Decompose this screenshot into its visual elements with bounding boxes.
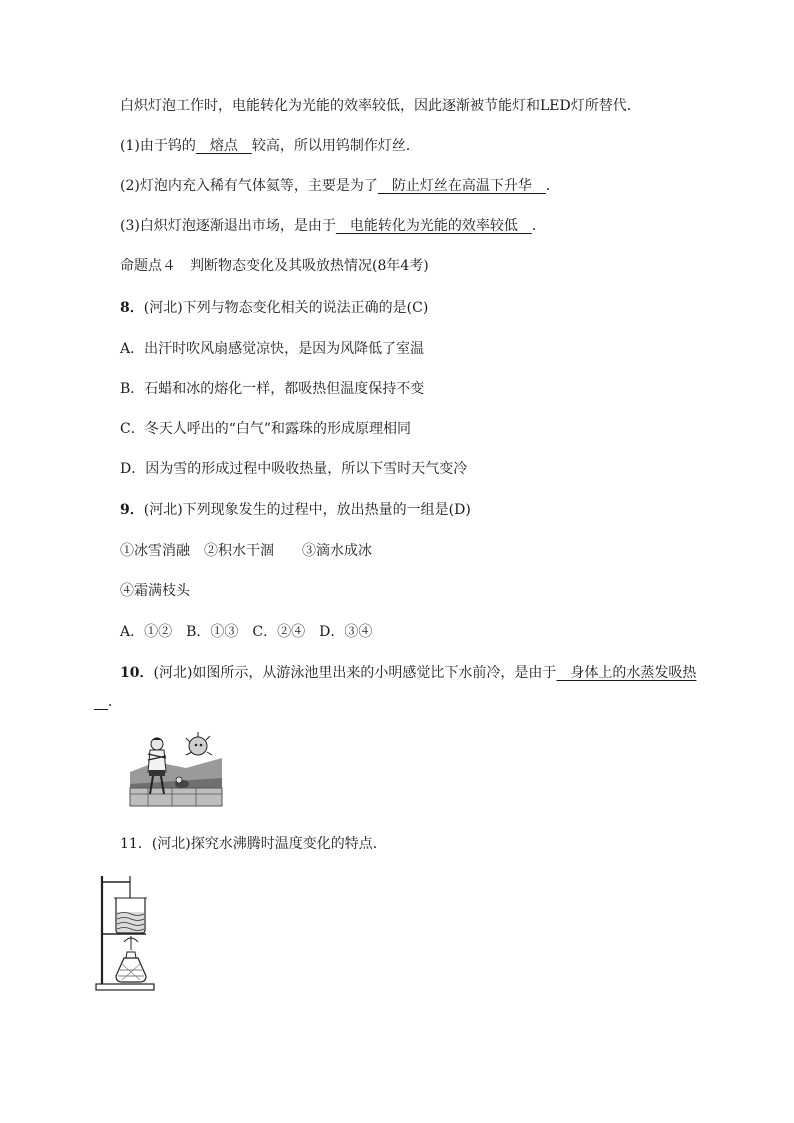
question-9-stem bbox=[120, 500, 471, 520]
q8-option-d: D．因为雪的形成过程中吸收热量，所以下雪时天气变冷 bbox=[120, 461, 468, 477]
q9-text: (河北)下列现象发生的过程中，放出热量的一组是(D) bbox=[143, 502, 471, 518]
intro-text: 白炽灯泡工作时，电能转化为光能的效率较低，因此逐渐被节能灯和LED灯所替代． bbox=[120, 98, 641, 114]
question-2 bbox=[120, 176, 560, 196]
question-11: 11．(河北)探究水沸腾时温度变化的特点． bbox=[120, 836, 387, 852]
question-1 bbox=[120, 136, 420, 156]
q2-answer: 防止灯丝在高温下升华 bbox=[377, 178, 546, 194]
q2-suffix: ． bbox=[545, 178, 560, 194]
q8-option-c: C．冬天人呼出的“白气”和露珠的形成原理相同 bbox=[120, 421, 412, 437]
q9-items-2: ④霜满枝头 bbox=[120, 583, 190, 599]
q9-items-1: ①冰雪消融 ②积水干涸 ③滴水成冰 bbox=[120, 543, 372, 559]
q10-number: 10． bbox=[120, 665, 154, 681]
q9-number: 9． bbox=[120, 502, 144, 518]
q10-blank-tail bbox=[94, 694, 108, 710]
section-heading: 命题点４ 判断物态变化及其吸放热情况(8年4考) bbox=[120, 258, 429, 274]
q8-text: (河北)下列与物态变化相关的说法正确的是(C) bbox=[143, 300, 429, 316]
q2-prefix: (2)灯泡内充入稀有气体氦等，主要是为了 bbox=[120, 178, 378, 194]
q10-continuation bbox=[94, 692, 122, 712]
q1-answer: 熔点 bbox=[195, 138, 252, 154]
q10-period: ． bbox=[108, 694, 122, 710]
q3-suffix: ． bbox=[531, 218, 546, 234]
question-3 bbox=[120, 216, 546, 236]
question-10 bbox=[120, 663, 696, 683]
q10-text: (河北)如图所示，从游泳池里出来的小明感觉比下水前冷，是由于 bbox=[153, 665, 557, 681]
q10-answer: 身体上的水蒸发吸热 bbox=[556, 665, 697, 681]
q9-choices: A．①② B．①③ C．②④ D．③④ bbox=[120, 624, 373, 640]
q1-suffix: 较高，所以用钨制作灯丝． bbox=[251, 138, 420, 154]
q1-prefix: (1)由于钨的 bbox=[120, 138, 196, 154]
q3-prefix: (3)白炽灯泡逐渐退出市场，是由于 bbox=[120, 218, 336, 234]
q8-option-a: A．出汗时吹风扇感觉凉快，是因为风降低了室温 bbox=[120, 341, 425, 357]
boiling-apparatus-figure bbox=[94, 872, 156, 992]
question-8-stem bbox=[120, 298, 428, 318]
q8-option-b: B．石蜡和冰的熔化一样，都吸热但温度保持不变 bbox=[120, 381, 425, 397]
swimmer-figure bbox=[126, 728, 226, 812]
q8-number: 8． bbox=[120, 300, 144, 316]
q3-answer: 电能转化为光能的效率较低 bbox=[335, 218, 532, 234]
